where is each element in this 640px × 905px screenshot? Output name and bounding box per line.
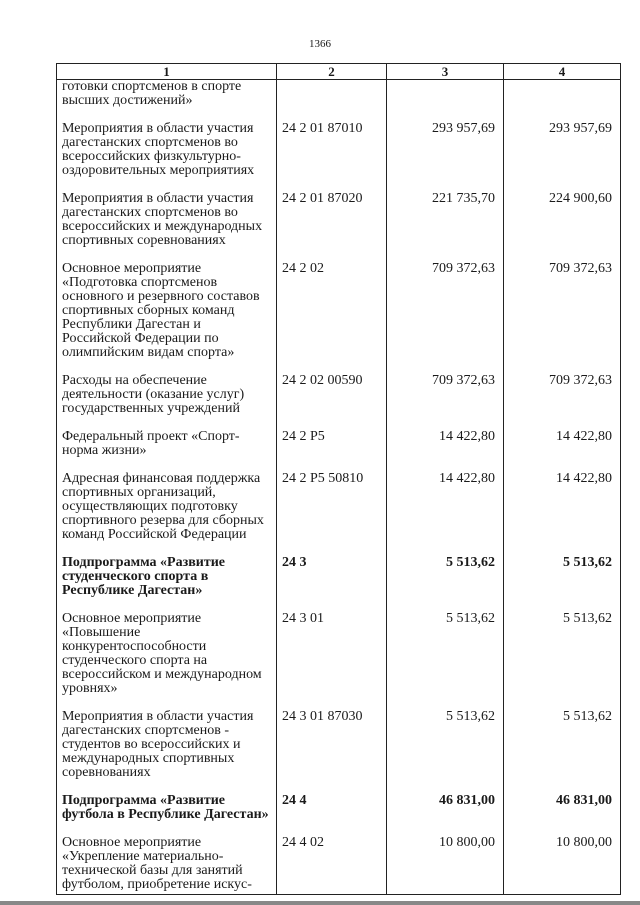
row-name: Адресная финансовая поддержка спортивных организаций, осуществляющих подготовку спортивного резерва для сборных команд Российской Федерации	[57, 472, 277, 556]
row-name: Подпрограмма «Развитие студенческого спорта в Республике Дагестан»	[57, 556, 277, 612]
row-code: 24 3 01 87030	[277, 710, 387, 794]
table-row	[57, 710, 621, 794]
row-name: Основное мероприятие «Укрепление материально-технической базы для занятий футболом, приобретение искус-	[57, 836, 277, 895]
row-value-4: 14 422,80	[504, 430, 621, 472]
table-row	[57, 836, 621, 895]
row-value-3: 709 372,63	[387, 262, 504, 374]
row-value-4: 14 422,80	[504, 472, 621, 556]
row-value-3: 5 513,62	[387, 710, 504, 794]
table-row	[57, 80, 621, 123]
row-value-3: 5 513,62	[387, 556, 504, 612]
row-code: 24 2 01 87020	[277, 192, 387, 262]
table-row	[57, 556, 621, 612]
column-number-1: 1	[57, 64, 277, 80]
row-name: Мероприятия в области участия дагестанских спортсменов - студентов во всероссийских и международных спортивных соревнованиях	[57, 710, 277, 794]
row-code: 24 2 02	[277, 262, 387, 374]
row-value-3: 14 422,80	[387, 472, 504, 556]
column-number-2: 2	[277, 64, 387, 80]
row-value-4: 46 831,00	[504, 794, 621, 836]
row-code	[277, 80, 387, 123]
table-row	[57, 262, 621, 374]
row-code: 24 3 01	[277, 612, 387, 710]
row-name: Мероприятия в области участия дагестанских спортсменов во всероссийских физкультурно-оздоровительных мероприятиях	[57, 122, 277, 192]
row-value-4: 709 372,63	[504, 374, 621, 430]
row-value-3: 5 513,62	[387, 612, 504, 710]
scan-bottom-edge	[0, 901, 640, 905]
row-name: Основное мероприятие «Повышение конкурентоспособности студенческого спорта на всероссийском и международном уровнях»	[57, 612, 277, 710]
table-row	[57, 612, 621, 710]
row-value-4: 224 900,60	[504, 192, 621, 262]
row-code: 24 2 P5 50810	[277, 472, 387, 556]
row-value-4: 293 957,69	[504, 122, 621, 192]
row-value-4: 5 513,62	[504, 556, 621, 612]
row-name: Федеральный проект «Спорт-норма жизни»	[57, 430, 277, 472]
row-value-3	[387, 80, 504, 123]
page-number: 1366	[309, 38, 331, 50]
column-number-4: 4	[504, 64, 621, 80]
row-value-4	[504, 80, 621, 123]
column-number-row	[57, 64, 621, 80]
row-code: 24 3	[277, 556, 387, 612]
row-value-4: 5 513,62	[504, 710, 621, 794]
row-name: Расходы на обеспечение деятельности (оказание услуг) государственных учреждений	[57, 374, 277, 430]
row-value-4: 10 800,00	[504, 836, 621, 895]
row-code: 24 2 P5	[277, 430, 387, 472]
budget-table	[56, 63, 621, 895]
row-code: 24 2 01 87010	[277, 122, 387, 192]
row-value-4: 709 372,63	[504, 262, 621, 374]
row-name: Основное мероприятие «Подготовка спортсменов основного и резервного составов спортивных сборных команд Республики Дагестан и Российской Федерации по олимпийским видам спорта»	[57, 262, 277, 374]
row-value-3: 221 735,70	[387, 192, 504, 262]
row-value-3: 14 422,80	[387, 430, 504, 472]
row-code: 24 4 02	[277, 836, 387, 895]
row-value-3: 293 957,69	[387, 122, 504, 192]
table-row	[57, 374, 621, 430]
table-row	[57, 430, 621, 472]
column-number-3: 3	[387, 64, 504, 80]
row-code: 24 2 02 00590	[277, 374, 387, 430]
row-value-3: 46 831,00	[387, 794, 504, 836]
row-name: готовки спортсменов в спорте высших достижений»	[57, 80, 277, 123]
row-value-3: 10 800,00	[387, 836, 504, 895]
table-row	[57, 472, 621, 556]
table-row	[57, 794, 621, 836]
table-row	[57, 122, 621, 192]
row-name: Подпрограмма «Развитие футбола в Республике Дагестан»	[57, 794, 277, 836]
row-name: Мероприятия в области участия дагестанских спортсменов во всероссийских и международных спортивных соревнованиях	[57, 192, 277, 262]
row-value-3: 709 372,63	[387, 374, 504, 430]
row-code: 24 4	[277, 794, 387, 836]
table-row	[57, 192, 621, 262]
row-value-4: 5 513,62	[504, 612, 621, 710]
